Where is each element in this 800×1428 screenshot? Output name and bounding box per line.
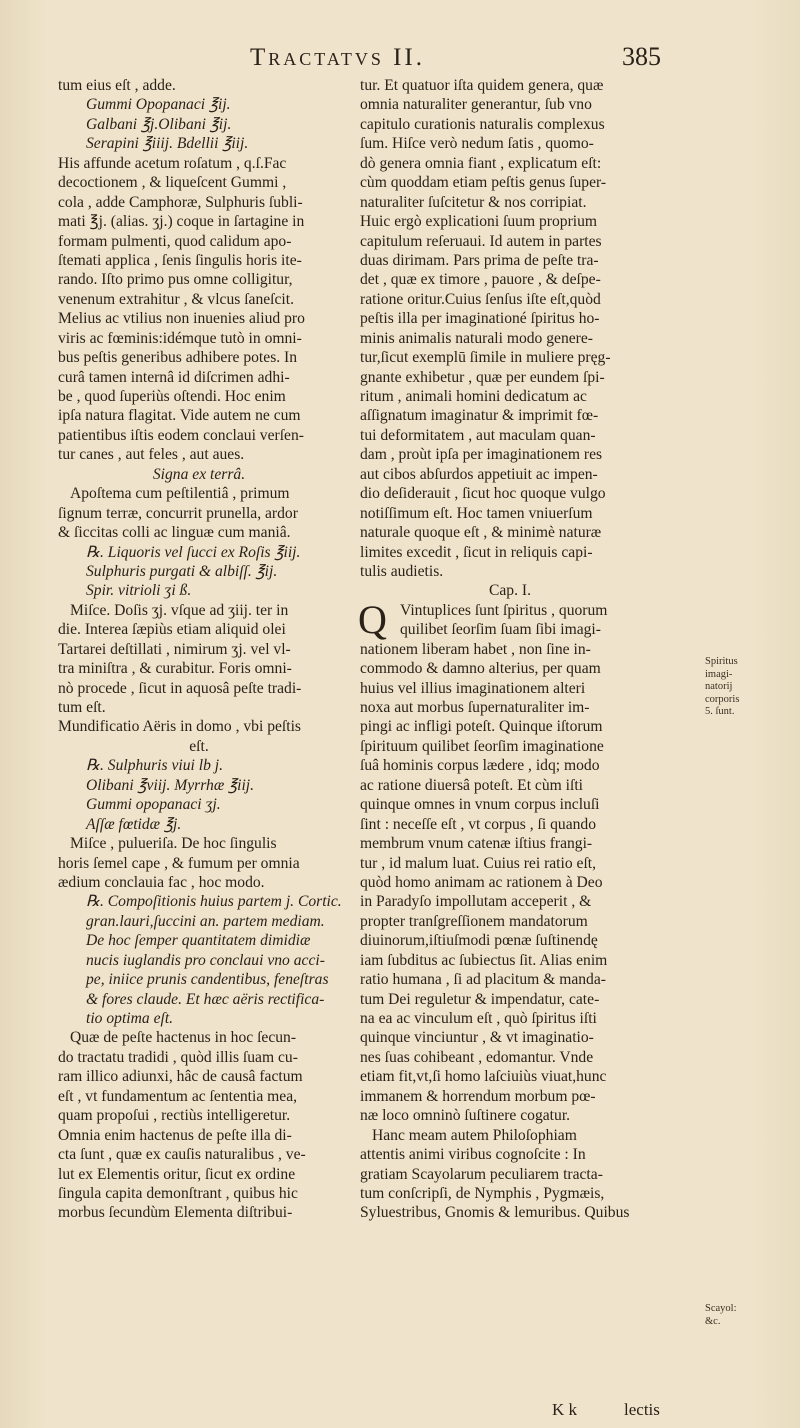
- text-line: gratiam Scayolarum peculiarem tracta-: [360, 1165, 603, 1183]
- text-line: ac ratione diuersâ poteſt. Et cùm iſti: [360, 776, 584, 794]
- margin-note-line: Spiritus: [705, 656, 738, 667]
- text-line: eſt , vt fundamentum ac ſententia mea,: [58, 1087, 298, 1105]
- text-line: tur,ſicut exemplū ſimile in muliere pręg-: [360, 349, 611, 367]
- text-line: ædium conclauia fac , hoc modo.: [58, 873, 265, 891]
- text-line: cola , adde Camphoræ, Sulphuris ſubli-: [58, 193, 303, 211]
- text-line: capitulum reſeruaui. Id autem in partes: [360, 232, 602, 250]
- text-line: nucis iuglandis pro conclaui vno acci-: [86, 951, 325, 969]
- page-number: 385: [622, 42, 661, 71]
- text-line: ℞. Compoſitionis huius partem j. Cortic.: [86, 893, 342, 911]
- text-line: horis ſemel cape , & fumum per omnia: [58, 854, 300, 872]
- text-line: tur canes , aut feles , aut aues.: [58, 446, 245, 464]
- text-line: duas dirimam. Pars prima de peſte tra-: [360, 251, 599, 269]
- text-line: det , quæ ex timore , pauore , & deſpe-: [360, 271, 601, 289]
- margin-note-spiritus: [705, 656, 785, 719]
- text-line: ſingula capita demonſtrant , quibus hic: [58, 1184, 298, 1202]
- margin-note-line: natorij: [705, 681, 733, 692]
- margin-note-line: imagi-: [705, 668, 733, 680]
- text-line: cùm quoddam etiam peſtis genus ſuper-: [360, 174, 607, 192]
- text-line: viris ac fœminis:idémque tutò in omni-: [58, 329, 302, 347]
- text-line: ſuâ hominis corpus lædere , idq; modo: [360, 757, 600, 775]
- right-column: [360, 76, 660, 1223]
- text-line: aut cibos abſurdos appetiuit ac impen-: [360, 465, 598, 483]
- text-line: ipſa natura flagitat. Vide autem ne cum: [58, 407, 301, 425]
- text-line: bus peſtis generibus adhibere potes. In: [58, 349, 298, 367]
- text-line: cta ſunt , quæ ex cauſis naturalibus , ve-: [58, 1146, 306, 1164]
- text-line: patientibus iſtis eodem conclaui verſen-: [58, 426, 304, 444]
- text-line: etiam fit,vt,ſi homo laſciuiùs viuat,hunc: [360, 1068, 607, 1086]
- text-line: tra miniſtra , & curabitur. Foris omni-: [58, 660, 292, 678]
- text-line: capitulo curationis naturalis complexus: [360, 115, 605, 133]
- text-line: Apoſtema cum peſtilentiâ , primum: [70, 485, 290, 503]
- text-line: do tractatu tradidi , quòd illis ſuam cu-: [58, 1048, 298, 1066]
- text-line: diuinorum,iſtiuſmodi pœnæ ſuſtinendę: [360, 932, 598, 950]
- text-line: tum eius eſt , adde.: [58, 77, 176, 94]
- text-line: ratio humana , ſi ad placitum & manda-: [360, 971, 606, 989]
- text-line: dio deſiderauit , ſicut hoc quoque vulgo: [360, 485, 606, 503]
- text-line: curâ tamen internâ id diſcrimen adhi-: [58, 368, 290, 386]
- text-line: Miſce , pulueriſa. De hoc ſingulis: [70, 835, 277, 853]
- text-line: dam , proùt ipſa per imaginationem res: [360, 446, 603, 464]
- text-line: lut ex Elementis oritur, ſicut ex ordine: [58, 1165, 296, 1183]
- text-line: Gummi Opopanaci ℥ij.: [86, 96, 231, 114]
- text-line: venenum extrahitur , & vlcus ſaneſcit.: [58, 290, 295, 308]
- text-line: tur , id malum luat. Cuius rei ratio eſt,: [360, 854, 597, 872]
- margin-note-line: 5. ſunt.: [705, 706, 735, 717]
- text-line: limites excedit , ſicut in reliquis capi-: [360, 543, 593, 561]
- text-line: tulis audietis.: [360, 562, 444, 580]
- text-line: ℞. Sulphuris viui lb j.: [86, 757, 224, 775]
- text-line: morbus ſecundùm Elementa diſtribui-: [58, 1204, 293, 1222]
- text-line: nò procede , ſicut in aquosâ peſte tradi-: [58, 679, 302, 697]
- margin-note-line: &c.: [705, 1315, 721, 1327]
- text-line: tum conſcripſi, de Nymphis , Pygmæis,: [360, 1184, 605, 1202]
- text-line: ram illico adiunxi, hâc de causâ factum: [58, 1068, 303, 1086]
- text-line: tum eſt.: [58, 699, 106, 716]
- text-line: næ loco omninò ſuſtinere cogatur.: [360, 1107, 571, 1125]
- text-line: pe, iniice prunis candentibus, feneſtras: [86, 971, 329, 989]
- text-line: minis animalis naturali modo genere-: [360, 329, 593, 347]
- text-line: dò genera omnia fiant , explicatum eſt:: [360, 154, 602, 172]
- text-line: Olibani ℥viij. Myrrhæ ℥iij.: [86, 776, 255, 794]
- margin-note-line: Scayol:: [705, 1303, 737, 1314]
- text-line: Spir. vitrioli ʒi ß.: [86, 582, 192, 600]
- text-line: huius vel illius imaginationem alteri: [360, 679, 586, 697]
- text-line: quinque omnes in vnum corpus incluſi: [360, 796, 600, 814]
- text-line: Sulphuris purgati & albiſſ. ℥ij.: [86, 562, 278, 580]
- margin-note-line: corporis: [705, 693, 740, 705]
- text-line: Gummi opopanaci ʒj.: [86, 796, 221, 814]
- text-line: iam ſubditus ac ſubiectus ſit. Alias enim: [360, 951, 608, 969]
- text-line: ſignum terræ, concurrit prunella, ardor: [58, 504, 298, 522]
- text-line: Mundificatio Aëris in domo , vbi peſtis: [58, 718, 301, 736]
- text-line: propter tranſgreſſionem mandatorum: [360, 912, 588, 930]
- text-line: formam pulmenti, quod calidum apo-: [58, 232, 292, 250]
- text-line: ſtemati applica , ſenis ſingulis horis ite-: [58, 251, 302, 269]
- text-line: ratione oritur.Cuius ſenſus iſte eſt,quòd: [360, 290, 601, 308]
- text-line: Serapini ℥iiij. Bdellii ℥iij.: [86, 135, 249, 153]
- text-line: tum Dei reguletur & impendatur, cate-: [360, 990, 600, 1008]
- text-line: gnante exhibetur , quæ per eundem ſpi-: [360, 368, 605, 386]
- text-line: attentis animi viribus cognoſcite : In: [360, 1146, 586, 1164]
- signature-mark: K k: [552, 1400, 578, 1419]
- text-line: tui deformitatem , aut maculam quan-: [360, 426, 596, 444]
- text-line: naturaliter ſuſcitetur & nos corripiat.: [360, 193, 587, 211]
- text-line: rando. Iſto primo pus omne colligitur,: [58, 271, 293, 289]
- text-line: Signa ex terrâ.: [152, 465, 246, 483]
- text-line: notiſſimum eſt. Hoc tamen vniuerſum: [360, 504, 593, 522]
- text-line: ſpirituum quilibet ſeorſim imaginatione: [360, 737, 604, 755]
- text-line: eſt.: [189, 737, 209, 755]
- text-line: gran.lauri,ſuccini an. partem mediam.: [86, 912, 325, 930]
- text-line: De hoc ſemper quantitatem dimidiæ: [86, 932, 311, 950]
- text-line: membrum vnum catenæ iſtius frangi-: [360, 835, 593, 853]
- text-line: mati ℥j. (alias. ʒj.) coque in ſartagine in: [58, 213, 305, 231]
- text-line: Galbani ℥j.Olibani ℥ij.: [86, 115, 232, 133]
- text-line: Tartarei deſtillati , nimirum ʒj. vel vl-: [58, 640, 291, 658]
- text-line: quam propoſui , rectiùs intelligeretur.: [58, 1107, 291, 1125]
- text-line: Miſce. Doſis ʒj. vſque ad ʒiij. ter in: [70, 601, 289, 619]
- text-line: nes ſuas cohibeant , edomantur. Vnde: [360, 1048, 594, 1066]
- text-line: naturale quoque eſt , & minimè naturæ: [360, 524, 602, 542]
- text-line: peſtis illa per imaginationé ſpiritus ho-: [360, 310, 600, 328]
- text-line: na ea ac vinculum eſt , quò ſpiritus iſti: [360, 1010, 597, 1027]
- text-line: ritum , animali homini dedicatum ac: [360, 388, 587, 405]
- text-line: nationem liberam habet , non ſine in-: [360, 640, 591, 658]
- text-line: tur. Et quatuor iſta quidem genera, quæ: [360, 77, 604, 94]
- text-line: Huic ergò explicationi ſuum proprium: [360, 213, 598, 231]
- text-line: pingi ac infligi poteſt. Quinque iſtorum: [360, 718, 603, 736]
- text-line: be , quod ſuperiùs oſtendi. Hoc enim: [58, 388, 286, 405]
- drop-cap: Q: [358, 596, 387, 642]
- text-line: Hanc meam autem Philoſophiam: [372, 1126, 577, 1144]
- text-line: quilibet ſeorſim ſuam ſibi imagi-: [400, 621, 601, 639]
- text-line: commodo & damno alterius, per quam: [360, 660, 601, 678]
- text-line-body: Vintuplices ſunt ſpiritus , quorum: [400, 601, 608, 619]
- text-line: Omnia enim hactenus de peſte illa di-: [58, 1126, 292, 1144]
- text-line: immanem & horrendum morbum pœ-: [360, 1087, 596, 1105]
- text-line: His affunde acetum roſatum , q.ſ.Fac: [58, 154, 287, 172]
- text-line: in Paradyſo impollutam acceperit , &: [360, 893, 592, 911]
- text-line: Aſſæ fœtidæ ℥j.: [86, 815, 182, 833]
- catchword: lectis: [624, 1400, 660, 1419]
- text-line: aſſignatum imaginatur & imprimit fœ-: [360, 407, 599, 425]
- left-column: [58, 76, 340, 1223]
- text-line: ſint : neceſſe eſt , vt corpus , ſi quando: [360, 815, 597, 833]
- text-line: & ſiccitas colli ac linguæ cum maniâ.: [58, 524, 291, 542]
- text-line: quòd homo animam ac rationem à Deo: [360, 873, 603, 891]
- margin-note-scayol: [705, 1303, 785, 1328]
- running-head: Tractatvs II.: [250, 44, 425, 71]
- text-line: & fores claude. Et hæc aëris rectifica-: [86, 990, 325, 1008]
- text-line: quinque vinciuntur , & vt imaginatio-: [360, 1029, 594, 1047]
- text-line: Melius ac vtilius non inuenies aliud pro: [58, 310, 305, 328]
- text-line: die. Interea ſæpiùs etiam aliquid olei: [58, 621, 286, 639]
- text-line: Quæ de peſte hactenus in hoc ſecun-: [70, 1029, 297, 1047]
- text-line: Syluestribus, Gnomis & lemuribus. Quibus: [360, 1204, 630, 1222]
- text-line: ℞. Liquoris vel ſucci ex Roſis ℥iij.: [86, 543, 301, 561]
- text-line: decoctionem , & liqueſcent Gummi ,: [58, 174, 287, 192]
- text-line: ſum. Hiſce verò nedum ſatis , quomo-: [360, 135, 594, 153]
- text-line: noxa aut morbus ſupernaturaliter im-: [360, 699, 590, 716]
- text-line: omnia naturaliter generantur, ſub vno: [360, 96, 592, 114]
- text-line: Cap. I.: [488, 582, 531, 600]
- text-line: tio optima eſt.: [86, 1010, 174, 1027]
